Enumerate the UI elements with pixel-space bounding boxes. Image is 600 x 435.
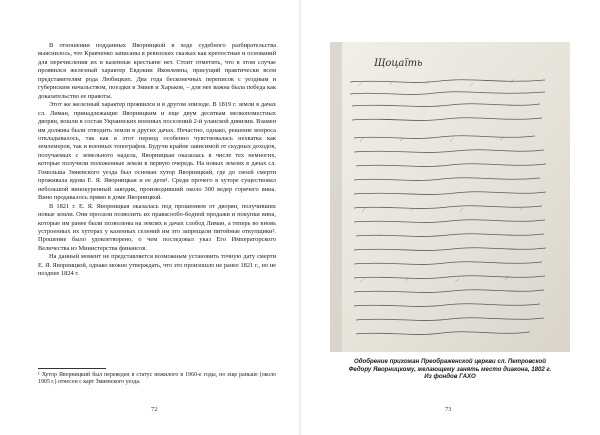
body-paragraph: Этот же железный характер проявился и в другом эпизоде. В 1819 г. земли в дачах сл. Лиман, принадлежащие Яворницким и еще двум десяткам мелкопоместных дворян, вошли в состав Украинских военных поселений 2-й уланской дивизии. Взамен им должны были отводить земли в других дачах. Нечастно, однако, решение вопроса откладывалось, так как в этот период особенно чувствовалась нехватка как землемеров, так и военных топографов. Будучи крайне зависимой от скудных доходов, получаемых с земельного надела, Яворницкая оказалась в числе тех немногих, которые получили положенные земли в первую очередь. На новых землях в дачах сл. Гомольша Змиевского уезда был основан хутор Яворницкий, где до своей смерти проживала вдова Е. Я. Яворницкая и ее дети¹. Среди прочего в хуторе существовал небольшой винокуренный заводик, производивший около 300 ведер горячего вина. Вино продавалось прямо в доме Яворницкой. bbox=[38, 101, 276, 202]
caption-line: Федору Яворницкому, желающему занять место диакона, 1802 г. bbox=[348, 365, 552, 373]
body-paragraph: В отношении подданных Яворницкой в ходе судебного разбирательства выяснилось, что Кравченко записаны в ревизских сказках как крепостные и оснований для перечисления их в казенные крестьяне нет. Стоит отметить, что в этом случае проявился железный характер Евдокии Яковлевны, присущий практически всем представителям рода Любицких. Два года бесконечных переписок с уездным и губернским начальством, поездки в Змиев и Харьков, – для нее важна была победа как доказательство ее правоты. bbox=[38, 42, 276, 100]
footnote-divider bbox=[38, 368, 106, 369]
body-paragraph: В 1821 г. Е. Я. Яворницкая оказалась под прошением от дворян, получивших новые земли. Они просили позволить их правасообо-бодной продажи и покупки вина, которые им ранее были позволены на землях в дачах слобод Лиман, а теперь во вновь устроенных их хуторах у казенных селений им это запрещали питейные откупщики². Прошение было удовлетворено, о чем последовал указ Его Императорского Величества из Министерства финансов. bbox=[38, 202, 276, 252]
manuscript-heading: Щоцаїть bbox=[374, 58, 423, 69]
figure-caption bbox=[327, 358, 573, 381]
page-number-right: 73 bbox=[445, 406, 452, 413]
body-paragraph: На данный момент не представляется возможным установить точную дату смерти Е. Я. Яворницкой, однако можно утверждать, что это произошло не ранее 1821 г., но не позднее 1824 г. bbox=[38, 253, 276, 278]
footnote: ¹ Хутор Яворницкий был переведен в статус нежилого в 1960-е годы, но еще раньше (около 1905 г.) отнесен с карт Змиевского уезда. bbox=[38, 372, 276, 386]
left-page-body bbox=[38, 42, 276, 279]
caption-line: Из фондов ГАХО bbox=[424, 373, 476, 381]
caption-line: Одобрение прихожан Преображенской церкви сл. Петровской bbox=[354, 358, 546, 365]
manuscript-photo bbox=[330, 42, 570, 352]
page-number-left: 72 bbox=[151, 406, 158, 413]
page-gutter bbox=[299, 0, 301, 435]
manuscript-image bbox=[330, 42, 570, 352]
